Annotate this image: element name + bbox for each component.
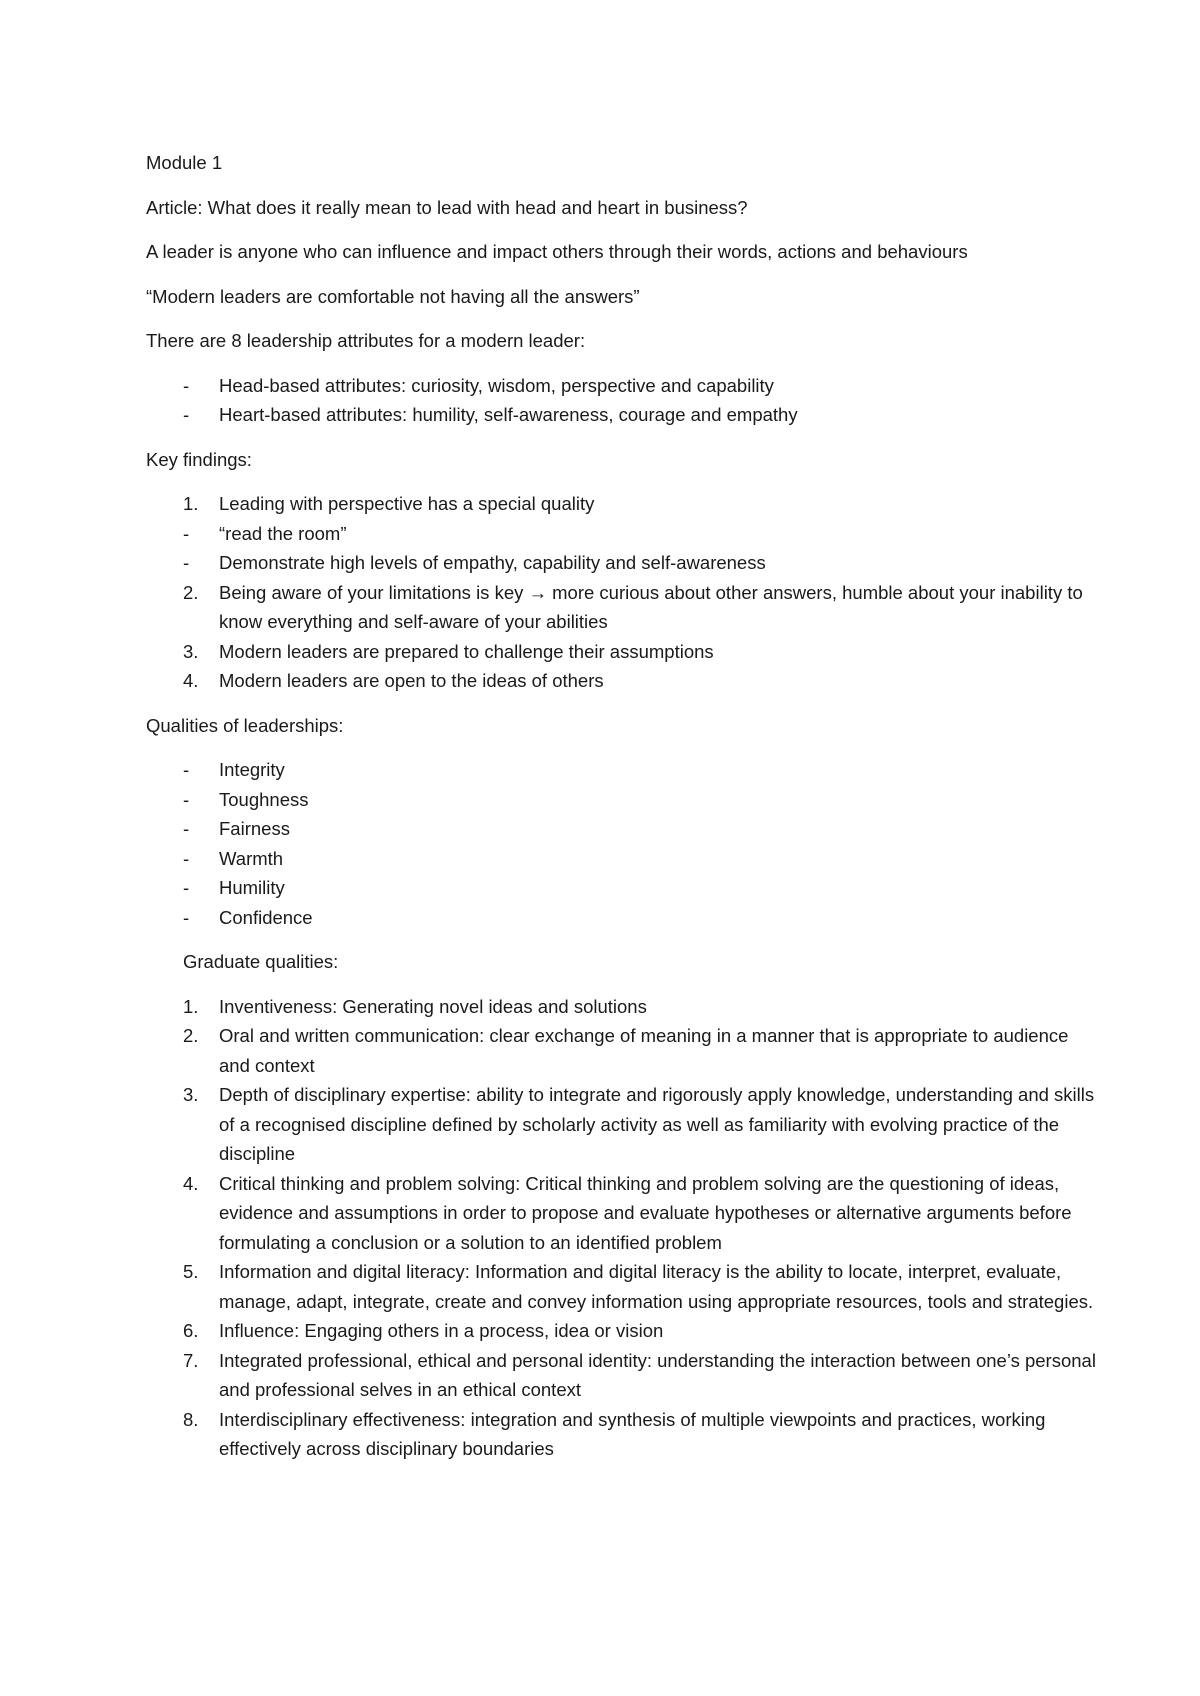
quote: “Modern leaders are comfortable not having all the answers” [146, 285, 640, 307]
list-item-text: Humility [219, 877, 285, 898]
list-item-text: Inventiveness: Generating novel ideas and solutions [219, 995, 647, 1017]
key-findings-heading: Key findings: [146, 448, 252, 470]
list-item [146, 578, 1100, 637]
list-item-text: Oral and written communication: clear exchange of meaning in a manner that is appropriate to audience and context [219, 1025, 1069, 1076]
dash-marker: - [183, 552, 190, 573]
list-item-text: Toughness [219, 788, 309, 810]
graduate-qualities-list [146, 992, 1100, 1464]
module-heading: Module 1 [146, 152, 223, 173]
list-item [146, 1257, 1100, 1316]
list-item-text: Demonstrate high levels of empathy, capability and self-awareness [219, 552, 766, 573]
list-item [146, 400, 1100, 430]
list-item-text-continued: more curious about other answers, humble about your inability to know everything and self-aware of your abilities [219, 581, 1083, 632]
dash-marker: - [183, 522, 190, 544]
list-item [146, 666, 1100, 696]
dash-marker: - [183, 374, 190, 396]
list-item-text: Heart-based attributes: humility, self-awareness, courage and empathy [219, 404, 798, 425]
list-item-text: “read the room” [219, 522, 347, 544]
list-item [146, 519, 1100, 549]
number-marker: 3. [183, 640, 199, 662]
leader-definition: A leader is anyone who can influence and impact others through their words, actions and behaviours [146, 241, 968, 262]
list-item [146, 785, 1100, 815]
number-marker: 7. [183, 1349, 199, 1371]
dash-marker: - [183, 759, 190, 780]
dash-marker: - [183, 818, 190, 839]
list-item [146, 548, 1100, 578]
number-marker: 2. [183, 581, 199, 603]
number-marker: 3. [183, 1084, 199, 1105]
list-item-text: Modern leaders are open to the ideas of others [219, 670, 604, 691]
number-marker: 6. [183, 1320, 199, 1341]
list-item [146, 992, 1100, 1022]
list-item [146, 371, 1100, 401]
dash-marker: - [183, 906, 190, 928]
list-item [146, 873, 1100, 903]
list-item [146, 1080, 1100, 1169]
list-item-text: Integrity [219, 759, 285, 780]
list-item-text: Leading with perspective has a special quality [219, 493, 595, 514]
graduate-heading: Graduate qualities: [183, 951, 339, 972]
list-item-text: Modern leaders are prepared to challenge their assumptions [219, 640, 714, 662]
qualities-list [146, 755, 1100, 932]
number-marker: 2. [183, 1025, 199, 1046]
dash-marker: - [183, 847, 190, 869]
list-item [146, 844, 1100, 874]
dash-marker: - [183, 877, 190, 898]
list-item-text: Information and digital literacy: Information and digital literacy is the ability to locate, interpret, evaluate, manage, adapt, integrate, create and convey information using appropriate resources, tools and strategies. [219, 1261, 1094, 1312]
number-marker: 4. [183, 1172, 199, 1194]
list-item [146, 814, 1100, 844]
list-item [146, 1405, 1100, 1464]
number-marker: 8. [183, 1408, 199, 1430]
list-item [146, 903, 1100, 933]
number-marker: 1. [183, 995, 199, 1017]
number-marker: 5. [183, 1261, 199, 1282]
list-item [146, 1316, 1100, 1346]
list-item-text: Head-based attributes: curiosity, wisdom, perspective and capability [219, 374, 774, 396]
list-item [146, 1169, 1100, 1258]
findings-list [146, 489, 1100, 696]
list-item-text: Fairness [219, 818, 290, 839]
list-item [146, 755, 1100, 785]
list-item [146, 637, 1100, 667]
list-item-text: Integrated professional, ethical and personal identity: understanding the interaction between one’s personal and professional selves in an ethical context [219, 1349, 1096, 1400]
number-marker: 4. [183, 670, 199, 691]
list-item-text: Warmth [219, 847, 284, 869]
dash-marker: - [183, 788, 190, 810]
list-item-text: Depth of disciplinary expertise: ability to integrate and rigorously apply knowledge, understanding and skills of a recognised discipline defined by scholarly activity as well as familiarity with evolving practice of the discipline [219, 1084, 1095, 1164]
article-title: Article: What does it really mean to lead with head and heart in business? [146, 196, 748, 218]
list-item-text: Critical thinking and problem solving: Critical thinking and problem solving are the questioning of ideas, evidence and assumptions in order to propose and evaluate hypotheses or alternative arguments before formulating a conclusion or a solution to an identified problem [219, 1172, 1072, 1253]
qualities-heading: Qualities of leaderships: [146, 714, 344, 736]
list-item-text: Influence: Engaging others in a process, idea or vision [219, 1320, 664, 1341]
dash-marker: - [183, 404, 190, 425]
attributes-intro: There are 8 leadership attributes for a modern leader: [146, 330, 586, 351]
number-marker: 1. [183, 493, 199, 514]
list-item [146, 1346, 1100, 1405]
list-item [146, 1021, 1100, 1080]
arrow-right-icon: → [528, 581, 547, 603]
list-item-text: Interdisciplinary effectiveness: integration and synthesis of multiple viewpoints and practices, working effectively across disciplinary boundaries [219, 1408, 1046, 1459]
list-item-text: Confidence [219, 906, 313, 928]
list-item-text: Being aware of your limitations is key [219, 581, 524, 603]
list-item [146, 489, 1100, 519]
attributes-list [146, 371, 1100, 430]
